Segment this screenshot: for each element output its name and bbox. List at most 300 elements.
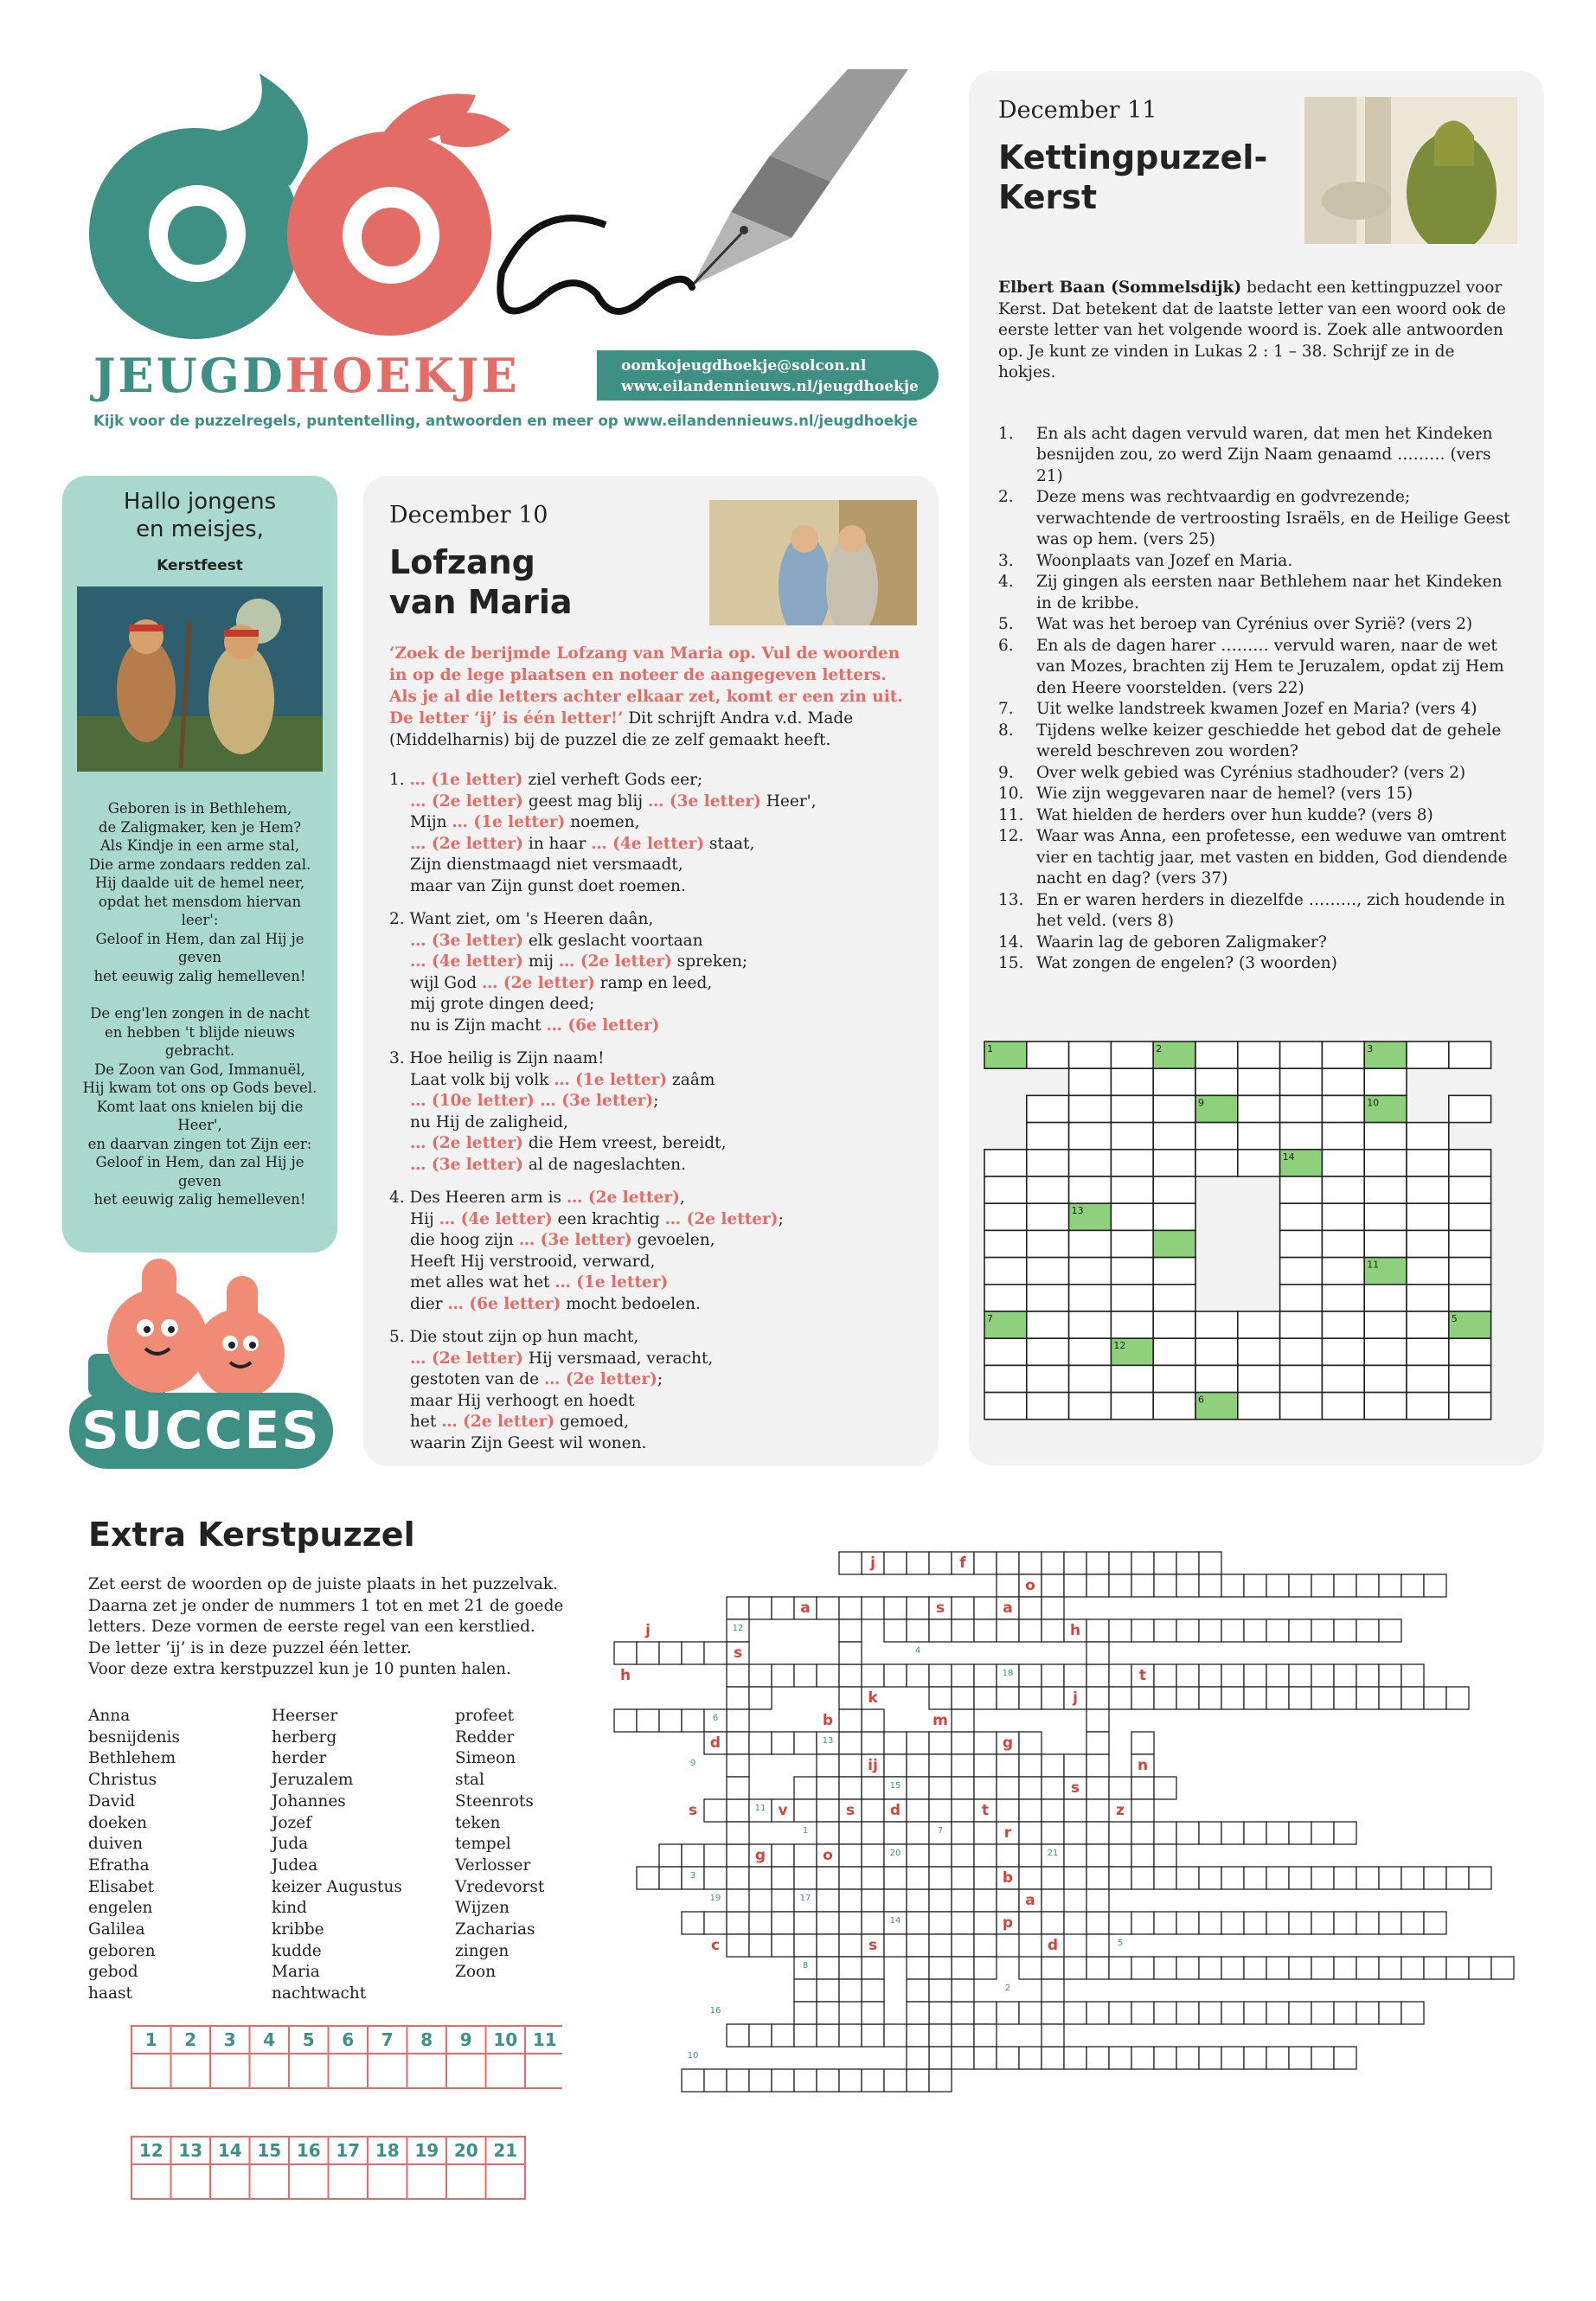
crossword-cell[interactable] [1176, 1619, 1199, 1642]
crossword-cell[interactable] [1334, 1574, 1356, 1597]
crossword-cell[interactable] [862, 1732, 884, 1754]
crossword-cell[interactable] [1131, 2002, 1154, 2024]
crossword-cell[interactable] [929, 1867, 952, 1889]
crossword-cell[interactable] [952, 1822, 974, 1844]
grid-cell[interactable] [1069, 1068, 1112, 1095]
crossword-cell[interactable] [1086, 1777, 1109, 1799]
crossword-cell[interactable] [1334, 1912, 1356, 1934]
crossword-cell[interactable] [1131, 1844, 1154, 1867]
crossword-cell[interactable] [727, 1934, 749, 1957]
crossword-cell[interactable] [1086, 1552, 1109, 1574]
crossword-cell[interactable] [772, 2069, 794, 2092]
crossword-cell[interactable] [1199, 2002, 1221, 2024]
crossword-cell[interactable] [1019, 1732, 1042, 1754]
crossword-cell[interactable] [1199, 1957, 1221, 1979]
crossword-cell[interactable] [997, 1844, 1019, 1867]
crossword-cell[interactable] [727, 1844, 749, 1867]
grid-cell[interactable] [1153, 1095, 1195, 1122]
grid-cell[interactable] [1069, 1123, 1112, 1150]
crossword-cell[interactable] [1131, 1732, 1154, 1754]
crossword-cell[interactable] [1289, 1574, 1311, 1597]
crossword-cell[interactable] [907, 2024, 929, 2047]
crossword-cell[interactable] [1244, 2047, 1266, 2069]
crossword-cell[interactable] [974, 1732, 997, 1754]
crossword-cell[interactable] [1131, 1552, 1154, 1574]
crossword-cell[interactable] [1401, 1957, 1424, 1979]
grid-cell[interactable] [1407, 1176, 1449, 1203]
grid-cell[interactable] [1111, 1095, 1153, 1122]
grid-cell[interactable] [1364, 1176, 1407, 1203]
crossword-cell[interactable] [1109, 1777, 1131, 1799]
grid-cell[interactable] [1069, 1042, 1112, 1068]
crossword-cell[interactable] [1289, 1822, 1311, 1844]
grid-cell[interactable] [1195, 1365, 1238, 1392]
grid-cell[interactable] [1449, 1285, 1491, 1311]
crossword-cell[interactable] [884, 1552, 907, 1574]
answer-letter-cell[interactable] [486, 2054, 526, 2088]
crossword-cell[interactable] [1131, 1957, 1154, 1979]
grid-cell[interactable] [1449, 1150, 1491, 1176]
grid-cell[interactable] [1153, 1203, 1195, 1230]
crossword-cell[interactable] [772, 1664, 794, 1687]
crossword-cell[interactable] [1311, 1912, 1334, 1934]
crossword-cell[interactable] [1109, 1552, 1131, 1574]
crossword-cell[interactable] [749, 1687, 772, 1709]
crossword-cell[interactable] [974, 1867, 997, 1889]
crossword-cell[interactable] [1424, 1912, 1446, 1934]
crossword-cell[interactable] [1221, 2002, 1244, 2024]
crossword-cell[interactable] [1176, 2047, 1199, 2069]
crossword-cell[interactable] [862, 1799, 884, 1822]
crossword-cell[interactable] [1266, 1687, 1289, 1709]
grid-cell[interactable] [1195, 1068, 1238, 1095]
grid-cell[interactable] [1280, 1285, 1323, 1311]
crossword-cell[interactable] [1266, 2047, 1289, 2069]
grid-cell[interactable] [1027, 1365, 1069, 1392]
answer-letter-cell[interactable] [250, 2054, 290, 2088]
crossword-cell[interactable] [1131, 1687, 1154, 1709]
crossword-cell[interactable] [1064, 2002, 1086, 2024]
crossword-cell[interactable] [794, 1844, 817, 1867]
crossword-cell[interactable] [704, 1799, 727, 1822]
crossword-cell[interactable] [1176, 1552, 1199, 1574]
crossword-cell[interactable] [727, 1799, 749, 1822]
crossword-cell[interactable] [952, 1889, 974, 1912]
crossword-cell[interactable] [772, 1732, 794, 1754]
answer-letter-cell[interactable] [368, 2164, 407, 2199]
grid-cell[interactable] [1407, 1150, 1449, 1176]
grid-cell[interactable] [1322, 1393, 1364, 1420]
crossword-cell[interactable] [1154, 1574, 1176, 1597]
grid-cell[interactable] [1449, 1393, 1491, 1420]
crossword-cell[interactable] [817, 1889, 839, 1912]
grid-cell[interactable] [1069, 1095, 1112, 1122]
grid-cell[interactable] [1322, 1176, 1364, 1203]
crossword-cell[interactable] [1356, 2002, 1379, 2024]
crossword-cell[interactable] [1131, 1777, 1154, 1799]
crossword-cell[interactable] [1131, 1619, 1154, 1642]
crossword-cell[interactable] [1109, 1822, 1131, 1844]
crossword-cell[interactable] [1221, 1687, 1244, 1709]
crossword-cell[interactable] [1401, 2002, 1424, 2024]
answer-letter-cell[interactable] [446, 2164, 486, 2199]
crossword-cell[interactable] [929, 1619, 952, 1642]
answer-letter-cell[interactable] [131, 2054, 171, 2088]
crossword-cell[interactable] [794, 1664, 817, 1687]
crossword-cell[interactable] [974, 1957, 997, 1979]
crossword-cell[interactable] [1401, 1867, 1424, 1889]
crossword-cell[interactable] [1019, 1687, 1042, 1709]
grid-cell[interactable] [1153, 1176, 1195, 1203]
crossword-cell[interactable] [772, 1597, 794, 1619]
crossword-cell[interactable] [704, 2069, 727, 2092]
crossword-cell[interactable] [1266, 1867, 1289, 1889]
crossword-cell[interactable] [952, 1709, 974, 1732]
crossword-cell[interactable] [1289, 1957, 1311, 1979]
crossword-cell[interactable] [1199, 1867, 1221, 1889]
crossword-cell[interactable] [839, 1822, 862, 1844]
crossword-cell[interactable] [1401, 1664, 1424, 1687]
crossword-cell[interactable] [1086, 1844, 1109, 1867]
crossword-cell[interactable] [749, 1664, 772, 1687]
grid-cell[interactable] [1111, 1068, 1153, 1095]
crossword-cell[interactable] [682, 2069, 704, 2092]
grid-cell[interactable] [1407, 1393, 1449, 1420]
crossword-cell[interactable] [862, 1822, 884, 1844]
grid-cell[interactable] [1027, 1230, 1069, 1257]
crossword-cell[interactable] [884, 1597, 907, 1619]
grid-cell[interactable] [984, 1230, 1027, 1257]
crossword-cell[interactable] [817, 1912, 839, 1934]
crossword-cell[interactable] [907, 1979, 929, 2002]
answer-letter-cell[interactable] [329, 2054, 369, 2088]
crossword-cell[interactable] [817, 1867, 839, 1889]
grid-cell[interactable] [1153, 1258, 1195, 1285]
grid-cell[interactable] [1153, 1285, 1195, 1311]
crossword-cell[interactable] [929, 1799, 952, 1822]
answer-letter-cell[interactable] [289, 2054, 329, 2088]
crossword-cell[interactable] [1042, 1979, 1064, 2002]
crossword-cell[interactable] [862, 1912, 884, 1934]
grid-cell[interactable] [1238, 1068, 1280, 1095]
grid-cell[interactable] [1238, 1042, 1280, 1068]
crossword-cell[interactable] [727, 1709, 749, 1732]
crossword-cell[interactable] [1086, 1754, 1109, 1777]
crossword-cell[interactable] [1154, 1619, 1176, 1642]
crossword-cell[interactable] [884, 1822, 907, 1844]
crossword-cell[interactable] [772, 1867, 794, 1889]
grid-cell[interactable] [1153, 1338, 1195, 1365]
answer-letter-cell[interactable] [407, 2164, 447, 2199]
crossword-cell[interactable] [749, 2069, 772, 2092]
grid-cell[interactable] [1280, 1365, 1323, 1392]
crossword-cell[interactable] [1221, 1574, 1244, 1597]
crossword-cell[interactable] [682, 1709, 704, 1732]
crossword-cell[interactable] [907, 2047, 929, 2069]
crossword-cell[interactable] [1356, 1867, 1379, 1889]
crossword-cell[interactable] [1401, 1912, 1424, 1934]
crossword-cell[interactable] [1019, 1799, 1042, 1822]
crossword-cell[interactable] [1311, 2002, 1334, 2024]
crossword-cell[interactable] [1334, 1957, 1356, 1979]
grid-cell[interactable] [1069, 1258, 1112, 1285]
crossword-cell[interactable] [907, 1889, 929, 1912]
crossword-cell[interactable] [1131, 1799, 1154, 1822]
crossword-cell[interactable] [907, 1597, 929, 1619]
crossword-cell[interactable] [839, 1709, 862, 1732]
crossword-cell[interactable] [682, 1642, 704, 1664]
crossword-cell[interactable] [1019, 1844, 1042, 1867]
crossword-cell[interactable] [1019, 1867, 1042, 1889]
crossword-cell[interactable] [884, 1754, 907, 1777]
grid-cell[interactable] [1322, 1068, 1364, 1095]
crossword-cell[interactable] [1019, 2047, 1042, 2069]
crossword-cell[interactable] [1334, 1867, 1356, 1889]
grid-cell[interactable] [1322, 1123, 1364, 1150]
crossword-cell[interactable] [1469, 1867, 1491, 1889]
grid-cell[interactable] [1322, 1338, 1364, 1365]
grid-cell[interactable] [1407, 1203, 1449, 1230]
crossword-cell[interactable] [704, 1867, 727, 1889]
crossword-cell[interactable] [794, 1934, 817, 1957]
crossword-cell[interactable] [952, 1777, 974, 1799]
grid-cell[interactable] [1280, 1095, 1323, 1122]
crossword-cell[interactable] [749, 1597, 772, 1619]
grid-cell[interactable] [984, 1338, 1027, 1365]
crossword-cell[interactable] [952, 1619, 974, 1642]
crossword-cell[interactable] [1154, 2002, 1176, 2024]
crossword-cell[interactable] [1199, 1822, 1221, 1844]
crossword-cell[interactable] [637, 1642, 659, 1664]
crossword-cell[interactable] [682, 1912, 704, 1934]
crossword-cell[interactable] [1221, 1957, 1244, 1979]
crossword-cell[interactable] [1244, 1867, 1266, 1889]
crossword-cell[interactable] [1064, 1552, 1086, 1574]
grid-cell[interactable] [1407, 1311, 1449, 1338]
crossword-cell[interactable] [974, 1597, 997, 1619]
crossword-cell[interactable] [1311, 1619, 1334, 1642]
crossword-cell[interactable] [907, 1619, 929, 1642]
crossword-cell[interactable] [1042, 1754, 1064, 1777]
grid-cell[interactable] [1449, 1258, 1491, 1285]
crossword-cell[interactable] [1356, 1687, 1379, 1709]
crossword-cell[interactable] [862, 1709, 884, 1732]
crossword-cell[interactable] [749, 2024, 772, 2047]
grid-cell[interactable] [1195, 1123, 1238, 1150]
grid-cell[interactable] [1449, 1338, 1491, 1365]
crossword-cell[interactable] [1154, 1687, 1176, 1709]
crossword-cell[interactable] [1109, 1867, 1131, 1889]
grid-cell[interactable] [1407, 1338, 1449, 1365]
crossword-cell[interactable] [1311, 1957, 1334, 1979]
grid-cell[interactable] [1449, 1095, 1491, 1122]
crossword-cell[interactable] [1424, 1687, 1446, 1709]
crossword-cell[interactable] [907, 1957, 929, 1979]
crossword-cell[interactable] [1086, 1822, 1109, 1844]
grid-cell[interactable] [1280, 1311, 1323, 1338]
crossword-cell[interactable] [1042, 1822, 1064, 1844]
crossword-cell[interactable] [1086, 1687, 1109, 1709]
crossword-cell[interactable] [974, 2002, 997, 2024]
crossword-cell[interactable] [817, 2002, 839, 2024]
crossword-cell[interactable] [929, 1979, 952, 2002]
crossword-cell[interactable] [907, 1552, 929, 1574]
crossword-cell[interactable] [1266, 1574, 1289, 1597]
crossword-cell[interactable] [1289, 1687, 1311, 1709]
crossword-cell[interactable] [727, 1732, 749, 1754]
grid-cell[interactable] [984, 1150, 1027, 1176]
grid-cell[interactable] [1027, 1338, 1069, 1365]
crossword-cell[interactable] [974, 1619, 997, 1642]
crossword-cell[interactable] [1042, 1552, 1064, 1574]
crossword-cell[interactable] [1199, 1619, 1221, 1642]
crossword-cell[interactable] [1064, 1957, 1086, 1979]
crossword-cell[interactable] [1199, 1552, 1221, 1574]
crossword-cell[interactable] [1131, 1912, 1154, 1934]
crossword-cell[interactable] [1221, 1619, 1244, 1642]
grid-cell[interactable] [1153, 1365, 1195, 1392]
crossword-cell[interactable] [929, 2024, 952, 2047]
crossword-cell[interactable] [1042, 1597, 1064, 1619]
grid-cell[interactable] [1153, 1311, 1195, 1338]
crossword-cell[interactable] [929, 1777, 952, 1799]
crossword-cell[interactable] [929, 1844, 952, 1867]
crossword-cell[interactable] [1221, 2047, 1244, 2069]
crossword-cell[interactable] [1086, 1867, 1109, 1889]
crossword-cell[interactable] [1199, 1912, 1221, 1934]
crossword-cell[interactable] [929, 2047, 952, 2069]
crossword-cell[interactable] [1289, 1912, 1311, 1934]
grid-cell[interactable] [1238, 1150, 1280, 1176]
crossword-cell[interactable] [1086, 1574, 1109, 1597]
crossword-cell[interactable] [1086, 2002, 1109, 2024]
crossword-cell[interactable] [929, 1912, 952, 1934]
grid-cell[interactable] [1238, 1311, 1280, 1338]
crossword-cell[interactable] [1064, 1574, 1086, 1597]
crossword-cell[interactable] [614, 1642, 637, 1664]
crossword-cell[interactable] [974, 1552, 997, 1574]
crossword-cell[interactable] [1334, 1687, 1356, 1709]
grid-cell[interactable] [1111, 1150, 1153, 1176]
crossword-cell[interactable] [907, 1934, 929, 1957]
grid-cell[interactable] [1111, 1230, 1153, 1257]
crossword-cell[interactable] [1311, 2047, 1334, 2069]
crossword-cell[interactable] [1379, 1957, 1401, 1979]
crossword-cell[interactable] [1154, 2047, 1176, 2069]
crossword-cell[interactable] [727, 1597, 749, 1619]
crossword-cell[interactable] [839, 1664, 862, 1687]
grid-cell[interactable] [1111, 1258, 1153, 1285]
crossword-cell[interactable] [907, 1822, 929, 1844]
grid-cell[interactable] [1195, 1042, 1238, 1068]
crossword-cell[interactable] [997, 1777, 1019, 1799]
crossword-cell[interactable] [1109, 2002, 1131, 2024]
grid-cell[interactable] [984, 1176, 1027, 1203]
crossword-cell[interactable] [772, 1844, 794, 1867]
crossword-cell[interactable] [727, 1777, 749, 1799]
crossword-cell[interactable] [839, 1844, 862, 1867]
crossword-cell[interactable] [862, 2069, 884, 2092]
crossword-cell[interactable] [862, 2002, 884, 2024]
grid-cell[interactable] [1407, 1365, 1449, 1392]
grid-cell[interactable] [1027, 1042, 1069, 1068]
grid-cell[interactable] [1069, 1285, 1112, 1311]
crossword-cell[interactable] [1042, 2024, 1064, 2047]
crossword-cell[interactable] [952, 1844, 974, 1867]
contact-url[interactable]: www.eilandennieuws.nl/jeugdhoekje [621, 378, 919, 395]
crossword-cell[interactable] [637, 1867, 659, 1889]
grid-cell[interactable] [1027, 1311, 1069, 1338]
crossword-cell[interactable] [839, 1597, 862, 1619]
crossword-cell[interactable] [907, 1732, 929, 1754]
crossword-cell[interactable] [907, 1867, 929, 1889]
crossword-cell[interactable] [1334, 2047, 1356, 2069]
crossword-cell[interactable] [1424, 1957, 1446, 1979]
grid-cell[interactable] [1111, 1311, 1153, 1338]
answer-letter-cell[interactable] [131, 2164, 171, 2199]
crossword-cell[interactable] [1491, 1957, 1514, 1979]
crossword-cell[interactable] [884, 2024, 907, 2047]
crossword-cell[interactable] [997, 1619, 1019, 1642]
crossword-cell[interactable] [727, 2024, 749, 2047]
grid-cell[interactable] [1238, 1393, 1280, 1420]
crossword-cell[interactable] [1042, 1619, 1064, 1642]
grid-cell[interactable] [1153, 1123, 1195, 1150]
crossword-cell[interactable] [794, 1912, 817, 1934]
crossword-cell[interactable] [907, 1799, 929, 1822]
grid-cell[interactable] [1364, 1285, 1407, 1311]
crossword-cell[interactable] [839, 1687, 862, 1709]
crossword-cell[interactable] [952, 1687, 974, 1709]
crossword-cell[interactable] [907, 1754, 929, 1777]
grid-cell[interactable] [1407, 1258, 1449, 1285]
grid-cell[interactable] [1322, 1365, 1364, 1392]
crossword-cell[interactable] [1176, 1574, 1199, 1597]
grid-cell[interactable] [1322, 1095, 1364, 1122]
crossword-cell[interactable] [974, 1912, 997, 1934]
crossword-cell[interactable] [1424, 1867, 1446, 1889]
crossword-cell[interactable] [1019, 1754, 1042, 1777]
crossword-cell[interactable] [772, 1934, 794, 1957]
crossword-cell[interactable] [1334, 1664, 1356, 1687]
grid-cell[interactable] [1280, 1123, 1323, 1150]
crossword-cell[interactable] [862, 1597, 884, 1619]
crossword-cell[interactable] [1109, 1957, 1131, 1979]
answer-letter-cell[interactable] [368, 2054, 407, 2088]
grid-cell[interactable] [1280, 1258, 1323, 1285]
crossword-cell[interactable] [1244, 2002, 1266, 2024]
grid-cell[interactable] [1364, 1068, 1407, 1095]
crossword-cell[interactable] [884, 1664, 907, 1687]
crossword-cell[interactable] [862, 1889, 884, 1912]
crossword-cell[interactable] [1109, 1574, 1131, 1597]
grid-cell[interactable] [1322, 1311, 1364, 1338]
grid-cell[interactable] [1280, 1393, 1323, 1420]
crossword-cell[interactable] [884, 1867, 907, 1889]
crossword-cell[interactable] [637, 1709, 659, 1732]
crossword-cell[interactable] [1311, 1822, 1334, 1844]
crossword-cell[interactable] [1356, 1574, 1379, 1597]
crossword-cell[interactable] [839, 2024, 862, 2047]
crossword-cell[interactable] [1334, 2002, 1356, 2024]
crossword-cell[interactable] [974, 1822, 997, 1844]
crossword-cell[interactable] [974, 1664, 997, 1687]
answer-letter-cell[interactable] [486, 2164, 526, 2199]
crossword-cell[interactable] [952, 1867, 974, 1889]
crossword-cell[interactable] [1154, 1912, 1176, 1934]
crossword-cell[interactable] [794, 1732, 817, 1754]
crossword-cell[interactable] [1086, 1799, 1109, 1822]
